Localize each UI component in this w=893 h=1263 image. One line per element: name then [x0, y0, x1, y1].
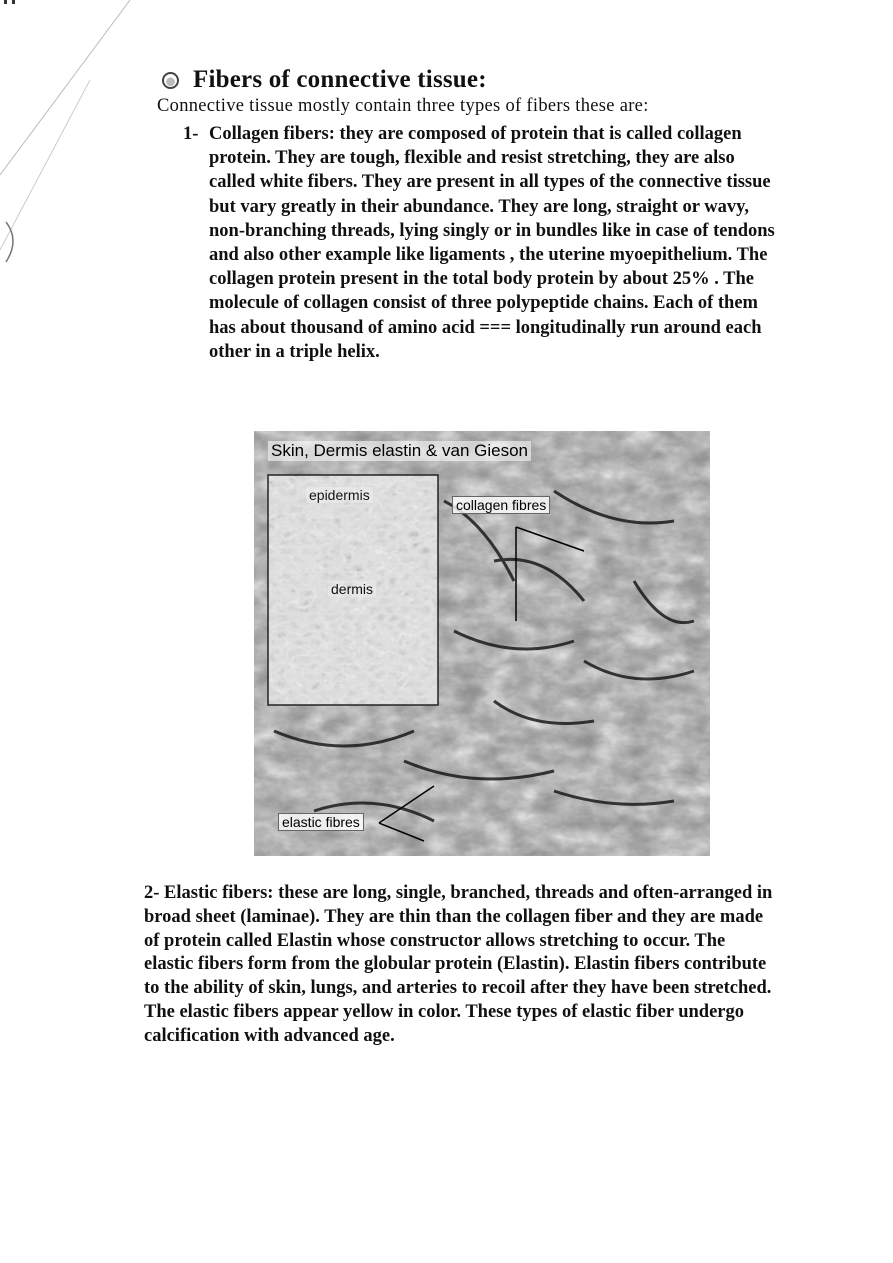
label-epidermis: epidermis [306, 487, 373, 503]
intro-text: Connective tissue mostly contain three types of fibers these are: [157, 96, 649, 116]
label-collagen-fibres: collagen fibres [452, 496, 550, 514]
label-dermis: dermis [328, 581, 376, 597]
list-item-collagen [183, 122, 783, 364]
figure-title: Skin, Dermis elastin & van Gieson [268, 441, 531, 461]
list-item-elastic: 2- Elastic fibers: these are long, single, branched, threads and often-arranged in broad sheet (laminae). They are thin than the collagen fiber and they are made of protein called Elastin whose constructor allows stretching to occur. The elastic fibers form from the globular protein (Elastin). Elastin fibers contribute to the ability of skin, lungs, and arteries to recoil after they have been stretched. The elastic fibers appear yellow in color. These types of elastic fiber undergo calcification with advanced age. [144, 883, 773, 1046]
collagen-description: Collagen fibers: they are composed of protein that is called collagen protein. They are tough, flexible and resist stretching, they are also called white fibers. They are present in all types of the connective tissue but vary greatly in their abundance. They are long, straight or wavy, non-branching threads, lying singly or in bundles like in case of tendons and also other example like ligaments , the uterine myoepithelium. The collagen protein present in the total body protein by about 25% . The molecule of collagen consist of three polypeptide chains. Each of them has about thousand of amino acid === longitudinally run around each other in a triple helix. [209, 124, 775, 362]
section-heading [162, 66, 487, 94]
list-item-number: 1- [183, 124, 199, 144]
circle-bullet-icon [162, 72, 179, 89]
histology-figure [254, 431, 710, 856]
section-title: Fibers of connective tissue: [193, 66, 487, 93]
label-elastic-fibres: elastic fibres [278, 813, 364, 831]
